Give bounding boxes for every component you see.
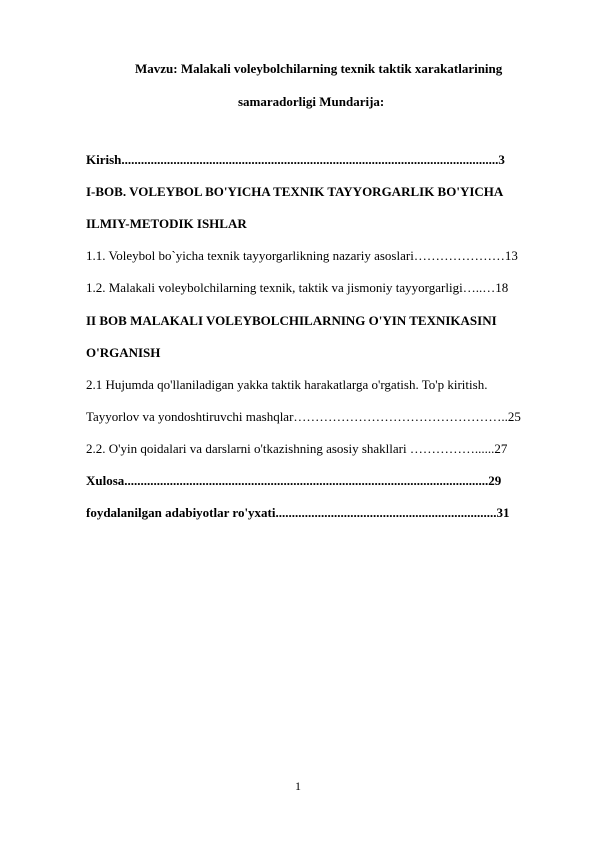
toc-entry-references: foydalanilgan adabiyotlar ro'yxati....................................................................31 <box>86 505 510 520</box>
toc-entry-1-2: 1.2. Malakali voleybolchilarning texnik, taktik va jismoniy tayyorgarligi…..…18 <box>86 280 509 295</box>
toc-chapter-1-heading-cont: ILMIY-METODIK ISHLAR <box>86 216 247 231</box>
toc-entry-1-1: 1.1. Voleybol bo`yicha texnik tayyorgarlikning nazariy asoslari…………………13 <box>86 248 518 263</box>
toc-chapter-2-heading: II BOB MALAKALI VOLEYBOLCHILARNING O'YIN TEXNIKASINI <box>86 313 497 328</box>
title-line-1: Mavzu: Malakali voleybolchilarning texnik taktik xarakatlarining <box>135 61 503 76</box>
toc-chapter-2-heading-cont: O'RGANISH <box>86 345 161 360</box>
toc-chapter-1-heading: I-BOB. VOLEYBOL BO'YICHA TEXNIK TAYYORGARLIK BO'YICHA <box>86 184 504 199</box>
toc-label: Kirish....................................................................................................................3 <box>86 152 505 167</box>
toc-entry-xulosa: Xulosa................................................................................................................29 <box>86 473 502 488</box>
toc-entry-2-1-cont: Tayyorlov va yondoshtiruvchi mashqlar…………………………………………..25 <box>86 409 521 424</box>
toc-entry-2-2: 2.2. O'yin qoidalari va darslarni o'tkazishning asosiy shakllari ……………......27 <box>86 441 508 456</box>
toc-entry-kirish <box>86 152 560 168</box>
page-number: 1 <box>295 779 301 793</box>
toc-entry-2-1: 2.1 Hujumda qo'llaniladigan yakka taktik harakatlarga o'rgatish. To'p kiritish. <box>86 377 488 392</box>
title-line-2: samaradorligi Mundarija: <box>238 94 385 109</box>
